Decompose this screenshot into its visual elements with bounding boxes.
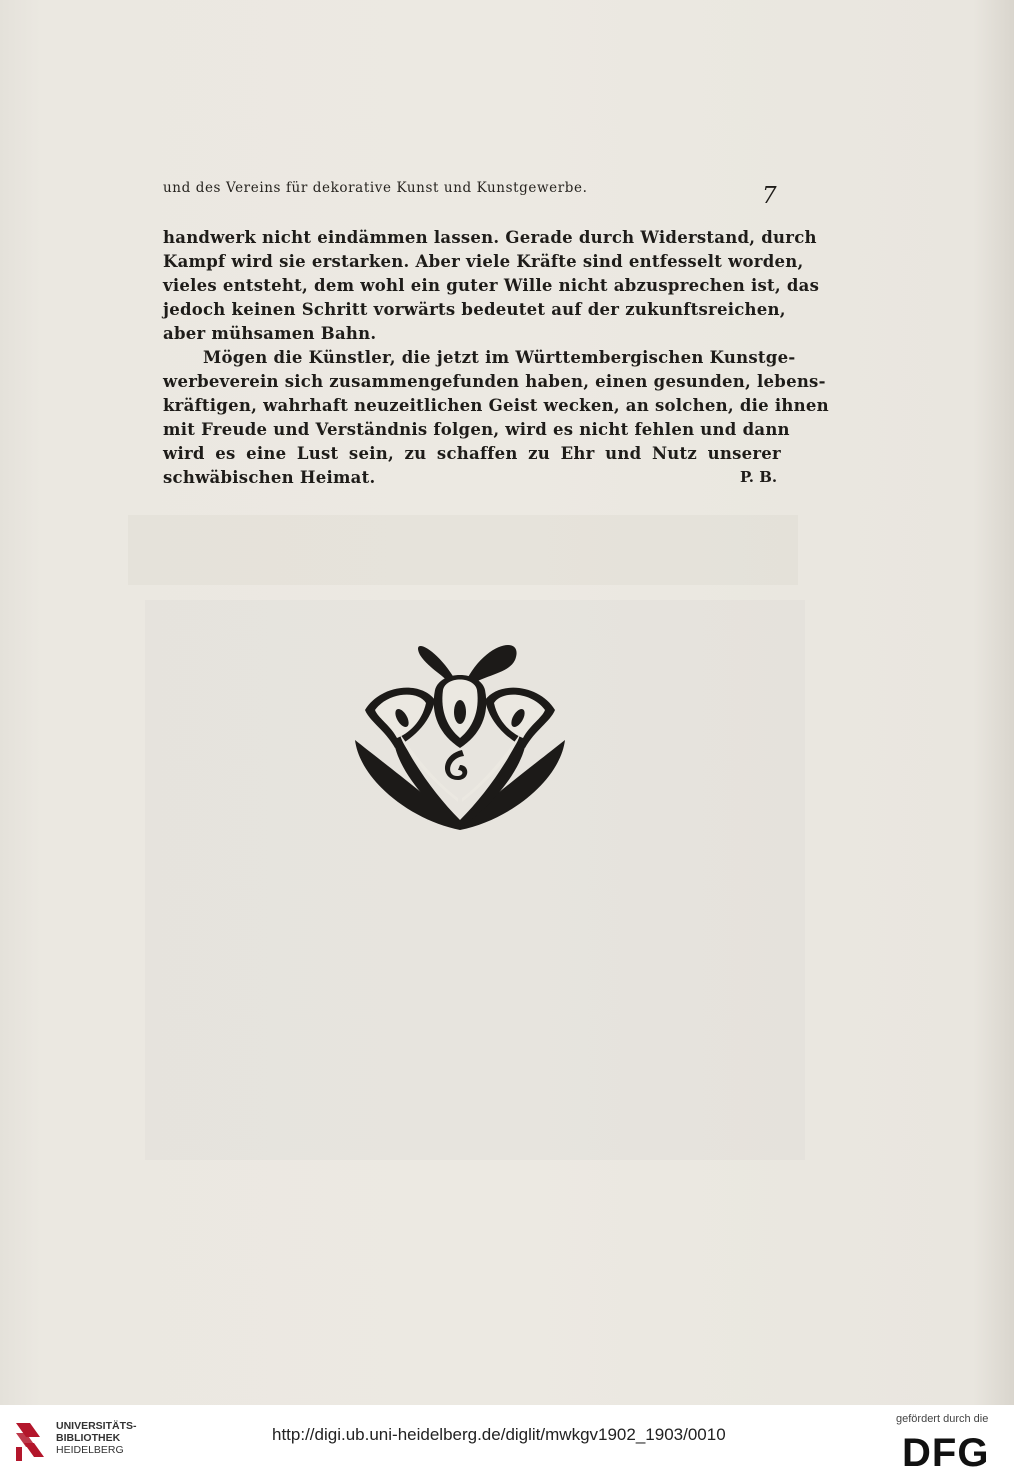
footer-bar (0, 1405, 1014, 1479)
university-library-logo-icon (14, 1419, 50, 1463)
author-signature: P. B. (740, 468, 778, 486)
funding-caption: gefördert durch die (896, 1413, 989, 1425)
dfg-logo: DFG (902, 1431, 990, 1475)
show-through-shadow (128, 515, 798, 585)
text-line: wird es eine Lust sein, zu schaffen zu Ehr und Nutz unserer (163, 444, 781, 463)
text-line: Kampf wird sie erstarken. Aber viele Kräfte sind entfesselt worden, (163, 252, 804, 271)
document-url-link[interactable]: http://digi.ub.uni-heidelberg.de/diglit/mwkgv1902_1903/0010 (272, 1425, 726, 1444)
text-line: werbeverein sich zusammengefunden haben, einen gesunden, lebens- (163, 372, 826, 391)
text-line: kräftigen, wahrhaft neuzeitlichen Geist wecken, an solchen, die ihnen (163, 396, 829, 415)
text-line: mit Freude und Verständnis folgen, wird es nicht fehlen und dann (163, 420, 790, 439)
library-name (56, 1420, 137, 1456)
running-head: und des Vereins für dekorative Kunst und Kunstgewerbe. (163, 180, 588, 196)
text-line: vieles entsteht, dem wohl ein guter Wille nicht abzusprechen ist, das (163, 276, 820, 295)
text-line: aber mühsamen Bahn. (163, 324, 377, 343)
library-line: UNIVERSITÄTS- (56, 1420, 137, 1432)
text-line: handwerk nicht eindämmen lassen. Gerade durch Widerstand, durch (163, 228, 817, 247)
text-line: Mögen die Künstler, die jetzt im Württembergischen Kunstge- (203, 348, 796, 367)
library-line: HEIDELBERG (56, 1444, 124, 1456)
page-number: 7 (762, 183, 777, 209)
text-line: jedoch keinen Schritt vorwärts bedeutet auf der zukunftsreichen, (163, 300, 786, 319)
text-line: schwäbischen Heimat. (163, 468, 376, 487)
library-line: BIBLIOTHEK (56, 1432, 121, 1444)
bellflower-ornament-icon (340, 630, 580, 840)
